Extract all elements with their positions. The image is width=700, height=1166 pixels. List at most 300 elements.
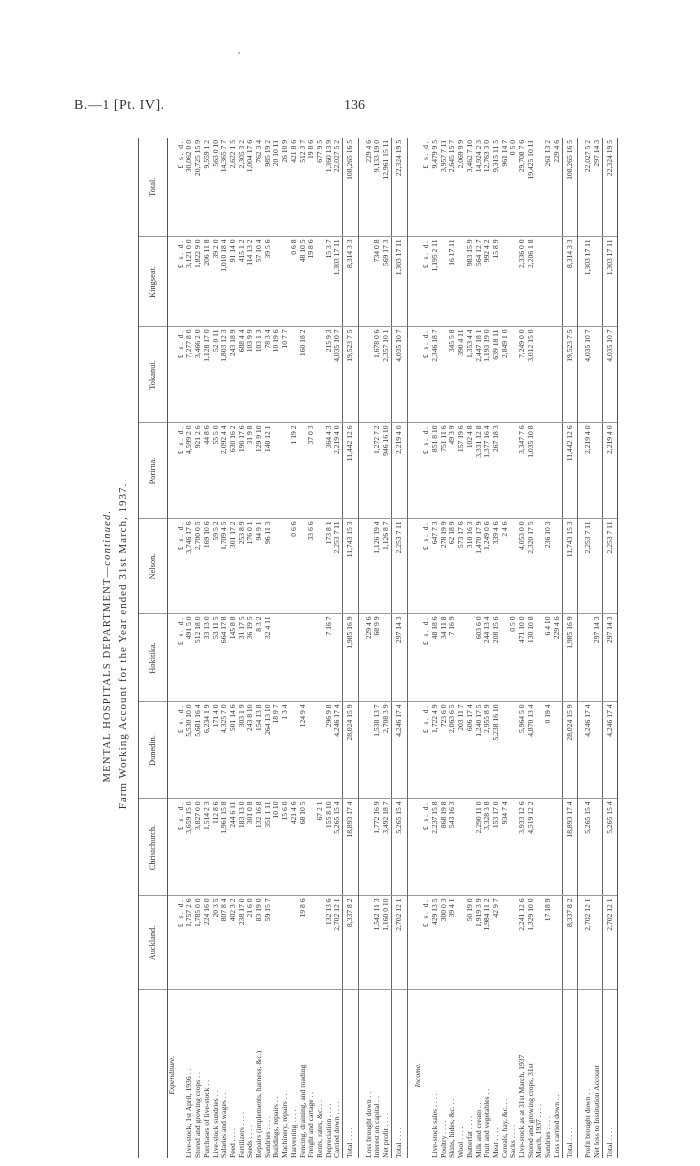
amount-cell: 1,303 17 11 <box>391 237 407 327</box>
expenditure-row <box>333 138 342 1158</box>
amount-cell: 512 3 7 <box>299 138 308 237</box>
income-row <box>457 138 466 1158</box>
currency-units: £ s. d. <box>177 799 186 896</box>
closing-row <box>584 138 593 1158</box>
amount-cell: 345 5 8 <box>448 327 457 423</box>
row-label: Cereals, hay, &c. . . <box>499 1098 509 1158</box>
rotated-table-sheet <box>100 126 660 1166</box>
amount-cell: 22,324 19 5 <box>602 138 618 237</box>
amount-cell <box>553 896 562 990</box>
income-row <box>527 138 536 1158</box>
expenditure-row <box>246 138 255 1158</box>
amount-cell: 9,559 1 2 <box>203 138 212 237</box>
amount-cell: 67 2 1 <box>316 799 325 896</box>
amount-cell: 4,053 0 0 <box>518 519 527 614</box>
amount-cell: 961 14 7 <box>501 138 510 237</box>
amount-cell: 215 9 3 <box>325 327 334 423</box>
amount-cell: 2,092 4 4 <box>220 423 229 519</box>
profit_loss-row <box>382 138 391 1158</box>
amount-cell: 1,240 17 5 <box>475 702 484 799</box>
amount-cell: 429 13 5 <box>431 896 440 990</box>
amount-cell: 5,238 16 10 <box>492 702 501 799</box>
amount-cell: 1,272 7 2 <box>373 423 382 519</box>
amount-cell <box>544 799 553 896</box>
amount-cell: 3,121 0 0 <box>185 237 194 327</box>
amount-cell: 244 6 11 <box>229 799 238 896</box>
amount-cell: 29,708 7 6 <box>518 138 527 237</box>
amount-cell: 921 2 6 <box>194 423 203 519</box>
amount-cell: 132 16 8 <box>255 799 264 896</box>
amount-cell: 0 6 6 <box>290 519 299 614</box>
amount-cell: 171 4 0 <box>212 702 221 799</box>
amount-cell: 103 9 9 <box>246 327 255 423</box>
expenditure-row <box>264 138 273 1158</box>
amount-cell: 31 9 8 <box>246 423 255 519</box>
amount-cell: 5,530 10 0 <box>185 702 194 799</box>
currency-units: £ s. d. <box>177 327 186 423</box>
section-heading: Expenditure. <box>167 1055 176 1095</box>
income-row <box>553 138 562 1158</box>
amount-cell: 3,347 7 6 <box>518 423 527 519</box>
amount-cell: 108,265 16 5 <box>343 138 359 237</box>
amount-cell: 0 6 8 <box>290 237 299 327</box>
row-label: Fencing, draining, and roading <box>297 1064 307 1158</box>
amount-cell <box>307 327 316 423</box>
row-label: Interest on capital . . <box>372 1096 382 1158</box>
amount-cell: 4,035 10 7 <box>602 327 618 423</box>
amount-cell: 267 18 3 <box>492 423 501 519</box>
row-label: Depreciation . . . . <box>323 1103 333 1158</box>
page-number: 136 <box>344 98 365 113</box>
amount-cell: 1,329 10 0 <box>527 896 536 990</box>
department-title: MENTAL HOSPITALS DEPARTMENT—continued. <box>102 509 113 783</box>
amount-cell: 22,324 19 5 <box>391 138 407 237</box>
amount-cell: 4,246 17 4 <box>391 702 407 799</box>
amount-cell: 20,725 15 9 <box>194 138 203 237</box>
amount-cell: 59 15 7 <box>264 896 273 990</box>
amount-cell: 1,360 13 9 <box>325 138 334 237</box>
amount-cell <box>544 237 553 327</box>
amount-cell: 688 4 4 <box>238 327 247 423</box>
amount-cell <box>544 327 553 423</box>
row-label: Freight and cartage . . <box>306 1091 316 1158</box>
amount-cell: 229 4 6 <box>553 614 562 702</box>
amount-cell <box>553 799 562 896</box>
amount-cell: 0 19 4 <box>544 702 553 799</box>
amount-cell <box>281 614 290 702</box>
header-nelson: Nelson. <box>139 519 168 614</box>
amount-cell: 103 1 3 <box>255 327 264 423</box>
amount-cell: 2,357 10 1 <box>382 327 391 423</box>
amount-cell: 2,447 18 1 <box>475 327 484 423</box>
amount-cell: 1,035 10 8 <box>527 423 536 519</box>
amount-cell: 985 19 2 <box>264 138 273 237</box>
amount-cell: 22,027 5 2 <box>584 138 593 237</box>
amount-cell: 26 10 9 <box>281 138 290 237</box>
amount-cell: 5,265 15 4 <box>584 799 593 896</box>
row-label: Wool . . . . <box>456 1126 466 1158</box>
amount-cell: 96 11 3 <box>264 519 273 614</box>
amount-cell <box>307 896 316 990</box>
amount-cell: 2,253 7 11 <box>391 519 407 614</box>
currency-units: £ s. d. <box>177 896 186 990</box>
amount-cell: 68 9 9 <box>373 614 382 702</box>
amount-cell: 2,645 15 7 <box>448 138 457 237</box>
amount-cell <box>593 423 602 519</box>
row-label: Loss carried down . . <box>551 1094 561 1158</box>
amount-cell: 297 14 3 <box>391 614 407 702</box>
amount-cell: 297 14 3 <box>593 614 602 702</box>
amount-cell: 4,035 10 7 <box>333 327 342 423</box>
amount-cell: 129 9 10 <box>255 423 264 519</box>
amount-cell: 723 6 0 <box>440 702 449 799</box>
currency-units: £ s. d. <box>422 519 431 614</box>
amount-cell: 677 9 5 <box>316 138 325 237</box>
amount-cell: 3,328 3 8 <box>483 799 492 896</box>
amount-cell: 190 17 6 <box>238 423 247 519</box>
amount-cell <box>457 614 466 702</box>
amount-cell: 10 19 6 <box>272 327 281 423</box>
row-label: Feed . . . . <box>227 1128 237 1158</box>
amount-cell: 1,004 17 6 <box>246 138 255 237</box>
amount-cell: 2,622 1 5 <box>229 138 238 237</box>
amount-cell: 402 3 2 <box>229 896 238 990</box>
row-label: Repairs (implements, harness, &c.) <box>254 1050 264 1158</box>
amount-cell: 8,337 8 2 <box>562 896 578 990</box>
amount-cell: 603 6 0 <box>475 614 484 702</box>
amount-cell: 53 11 5 <box>212 614 221 702</box>
currency-units: £ s. d. <box>177 702 186 799</box>
table-title: Farm Working Account for the Year ended 31st March, 1937. <box>117 482 129 810</box>
amount-cell: 19,425 10 11 <box>527 138 536 237</box>
amount-cell: 4,035 10 7 <box>391 327 407 423</box>
amount-cell: 301 17 2 <box>229 519 238 614</box>
row-label: Milk and cream . . <box>473 1102 483 1158</box>
amount-cell: 2,069 9 9 <box>457 138 466 237</box>
amount-cell: 2,702 12 1 <box>391 896 407 990</box>
row-label: Sacks . . . . <box>508 1125 518 1158</box>
header-tokanui: Tokanui. <box>139 327 168 423</box>
row-label: Stored and growing crops, 31st <box>525 1063 535 1158</box>
row-label: Seeds . . . . <box>245 1125 255 1158</box>
amount-cell: 39 5 6 <box>264 237 273 327</box>
row-label: Net profit . . . . <box>381 1113 391 1158</box>
amount-cell <box>290 614 299 702</box>
amount-cell: 17 18 9 <box>544 896 553 990</box>
row-label: Buildings, repairs . . <box>271 1096 281 1158</box>
amount-cell: 2,849 1 0 <box>501 327 510 423</box>
amount-cell: 1,303 17 11 <box>602 237 618 327</box>
currency-units: £ s. d. <box>422 237 431 327</box>
amount-cell: 9,315 11 5 <box>492 138 501 237</box>
amount-cell: 160 18 2 <box>299 327 308 423</box>
amount-cell: 2 4 6 <box>501 519 510 614</box>
amount-cell: 491 5 0 <box>185 614 194 702</box>
row-label: Loss brought down . . <box>363 1091 373 1158</box>
column-header-row <box>139 138 168 1158</box>
amount-cell <box>299 614 308 702</box>
amount-cell: 6,234 1 9 <box>203 702 212 799</box>
amount-cell: 983 15 9 <box>466 237 475 327</box>
amount-cell: 176 0 1 <box>246 519 255 614</box>
amount-cell: 145 8 8 <box>229 614 238 702</box>
amount-cell: 49 3 9 <box>448 423 457 519</box>
amount-cell: 3,827 0 0 <box>194 799 203 896</box>
row-label: Meat . . . . <box>490 1127 500 1158</box>
expenditure-row <box>238 138 247 1158</box>
currency-units: £ s. d. <box>177 138 186 237</box>
amount-cell: 3,746 17 6 <box>185 519 194 614</box>
amount-cell: 18 9 7 <box>272 702 281 799</box>
expenditure-row <box>299 138 308 1158</box>
amount-cell: 5,265 15 4 <box>602 799 618 896</box>
amount-cell: 48 18 6 <box>431 614 440 702</box>
currency-units: £ s. d. <box>177 237 186 327</box>
amount-cell: 3,957 7 11 <box>440 138 449 237</box>
row-label: Salaries and wages . . <box>219 1092 229 1158</box>
currency-units: £ s. d. <box>422 327 431 423</box>
amount-cell: 1,542 11 3 <box>373 896 382 990</box>
amount-cell: 569 17 3 <box>382 237 391 327</box>
amount-cell <box>272 614 281 702</box>
amount-cell: 15 3 7 <box>325 237 334 327</box>
amount-cell: 3,462 7 10 <box>466 138 475 237</box>
income-row <box>483 138 492 1158</box>
amount-cell: 807 8 4 <box>220 896 229 990</box>
amount-cell: 173 8 1 <box>325 519 334 614</box>
amount-cell: 3,933 12 6 <box>518 799 527 896</box>
amount-cell: 3,466 2 0 <box>194 327 203 423</box>
amount-cell: 19 8 6 <box>299 896 308 990</box>
amount-cell: 157 19 6 <box>457 423 466 519</box>
amount-cell: 543 16 3 <box>448 799 457 896</box>
header-hokitika: Hokitika. <box>139 614 168 702</box>
amount-cell <box>553 702 562 799</box>
amount-cell: 18,893 17 4 <box>343 799 359 896</box>
amount-cell: 1,193 19 0 <box>483 327 492 423</box>
amount-cell: 1,985 16 9 <box>343 614 359 702</box>
row-label: Total . . . . <box>562 990 578 1158</box>
amount-cell: 203 11 7 <box>457 702 466 799</box>
row-label: Carried down . . . . <box>332 1101 342 1158</box>
amount-cell: 21 6 0 <box>246 896 255 990</box>
amount-cell: 762 3 4 <box>255 138 264 237</box>
row-label: Total . . . . <box>602 990 618 1158</box>
income-row <box>509 138 518 1158</box>
amount-cell: 11,743 15 3 <box>562 519 578 614</box>
amount-cell <box>553 423 562 519</box>
amount-cell: 33 6 6 <box>307 519 316 614</box>
expenditure-row <box>229 138 238 1158</box>
header-total: Total. <box>139 138 168 237</box>
row-label: Harvesting . . . . <box>288 1109 298 1158</box>
amount-cell <box>501 423 510 519</box>
amount-cell: 2,702 12 1 <box>584 896 593 990</box>
section-heading: Income. <box>412 1063 422 1088</box>
amount-cell <box>593 799 602 896</box>
amount-cell: 244 13 4 <box>483 614 492 702</box>
amount-cell: 2,237 15 8 <box>431 799 440 896</box>
header-dunedin: Dunedin. <box>139 702 168 799</box>
amount-cell: 1,470 17 9 <box>475 519 484 614</box>
currency-units: £ s. d. <box>177 423 186 519</box>
amount-cell <box>535 237 544 327</box>
amount-cell: 8 3 2 <box>255 614 264 702</box>
amount-cell <box>272 423 281 519</box>
income-row <box>431 138 440 1158</box>
amount-cell: 5,964 5 0 <box>518 702 527 799</box>
amount-cell <box>272 237 281 327</box>
amount-cell: 3,492 18 7 <box>382 799 391 896</box>
amount-cell <box>593 327 602 423</box>
amount-cell: 1,128 17 0 <box>203 327 212 423</box>
income-row <box>544 138 553 1158</box>
row-label: Live-stock sales . . . . <box>429 1093 439 1158</box>
income-row <box>475 138 484 1158</box>
closing-row <box>593 138 602 1158</box>
expenditure-row <box>220 138 229 1158</box>
amount-cell: 1,126 8 7 <box>382 519 391 614</box>
amount-cell: 1,985 16 9 <box>562 614 578 702</box>
currency-units: £ s. d. <box>422 423 431 519</box>
income-row <box>448 138 457 1158</box>
profit_loss-row <box>373 138 382 1158</box>
row-label: Rents, rates, &c. . . <box>314 1100 324 1158</box>
amount-cell: 421 4 6 <box>290 799 299 896</box>
amount-cell: 2,336 0 0 <box>518 237 527 327</box>
amount-cell: 851 8 10 <box>431 423 440 519</box>
header-kingseat: Kingseat. <box>139 237 168 327</box>
amount-cell: 2,708 3 9 <box>382 702 391 799</box>
amount-cell: 124 9 4 <box>299 702 308 799</box>
income-row <box>518 138 527 1158</box>
amount-cell <box>307 614 316 702</box>
amount-cell: 1,961 15 8 <box>220 799 229 896</box>
row-label: Net loss to Institution Account <box>591 1065 601 1158</box>
amount-cell: 229 4 6 <box>365 614 374 702</box>
amount-cell: 664 17 8 <box>220 614 229 702</box>
amount-cell: 243 18 9 <box>229 327 238 423</box>
amount-cell: 10 10 <box>272 799 281 896</box>
amount-cell: 39 2 0 <box>212 237 221 327</box>
amount-cell <box>307 702 316 799</box>
amount-cell: 1 3 4 <box>281 702 290 799</box>
row-label: Machinery, repairs . . <box>280 1093 290 1158</box>
currency-units: £ s. d. <box>422 614 431 702</box>
amount-cell <box>593 519 602 614</box>
amount-cell: 1 19 2 <box>290 423 299 519</box>
amount-cell: 1,984 11 2 <box>483 896 492 990</box>
amount-cell: 339 4 6 <box>492 519 501 614</box>
amount-cell <box>553 327 562 423</box>
amount-cell: 4,519 12 2 <box>527 799 536 896</box>
amount-cell: 630 16 2 <box>229 423 238 519</box>
row-label: Stored and growing crops . . <box>193 1072 203 1158</box>
amount-cell: 28,024 15 9 <box>343 702 359 799</box>
income-row <box>440 138 449 1158</box>
amount-cell <box>333 614 342 702</box>
row-label: Live-stock sundries . . <box>210 1090 220 1158</box>
amount-cell: 59 5 2 <box>212 519 221 614</box>
amount-cell: 390 4 11 <box>457 327 466 423</box>
expenditure-row <box>212 138 221 1158</box>
amount-cell: 7 16 7 <box>325 614 334 702</box>
closing-total-row <box>602 138 618 1158</box>
amount-cell <box>535 799 544 896</box>
amount-cell: 44 8 6 <box>203 423 212 519</box>
amount-cell: 108,265 16 5 <box>562 138 578 237</box>
amount-cell <box>535 327 544 423</box>
amount-cell: 12,961 15 11 <box>382 138 391 237</box>
amount-cell: 11,743 15 3 <box>343 519 359 614</box>
scan-mark <box>238 52 240 54</box>
amount-cell: 2,290 11 0 <box>475 799 484 896</box>
amount-cell: 7,249 0 0 <box>518 327 527 423</box>
amount-cell: 1,538 13 7 <box>373 702 382 799</box>
amount-cell: 2,305 3 2 <box>238 138 247 237</box>
amount-cell: 1,678 0 6 <box>373 327 382 423</box>
expenditure-row <box>316 138 325 1158</box>
amount-cell <box>593 702 602 799</box>
amount-cell: 37 0 3 <box>307 423 316 519</box>
row-label: Butterfat . . . . <box>464 1115 474 1158</box>
row-label: Total . . . . <box>391 990 407 1158</box>
amount-cell: 229 4 6 <box>365 138 374 237</box>
amount-cell: 19 8 6 <box>307 138 316 237</box>
amount-cell: 992 4 2 <box>483 237 492 327</box>
amount-cell: 154 13 8 <box>255 702 264 799</box>
amount-cell: 50 19 0 <box>466 896 475 990</box>
header-label-column <box>139 990 168 1158</box>
amount-cell: 130 10 8 <box>527 614 536 702</box>
amount-cell: 33 13 0 <box>203 614 212 702</box>
amount-cell: 1,722 4 9 <box>431 702 440 799</box>
amount-cell: 1,303 17 11 <box>333 237 342 327</box>
amount-cell: 7,277 8 0 <box>185 327 194 423</box>
amount-cell: 946 16 10 <box>382 423 391 519</box>
amount-cell: 253 8 9 <box>238 519 247 614</box>
amount-cell: 2,219 4 0 <box>391 423 407 519</box>
amount-cell: 1,757 2 6 <box>185 896 194 990</box>
amount-cell <box>501 896 510 990</box>
expenditure-row <box>281 138 290 1158</box>
amount-cell: 114 13 2 <box>246 237 255 327</box>
amount-cell: 296 9 8 <box>325 702 334 799</box>
amount-cell: 303 1 9 <box>238 702 247 799</box>
amount-cell: 153 17 0 <box>492 799 501 896</box>
expenditure-row <box>272 138 281 1158</box>
amount-cell: 573 17 6 <box>457 519 466 614</box>
amount-cell <box>272 519 281 614</box>
amount-cell: 42 9 7 <box>492 896 501 990</box>
amount-cell: 2,702 12 1 <box>602 896 618 990</box>
amount-cell: 300 0 3 <box>440 896 449 990</box>
amount-cell: 3,331 12 8 <box>475 423 484 519</box>
row-label: Profit brought down . . <box>583 1088 593 1158</box>
amount-cell: 140 12 1 <box>264 423 273 519</box>
row-label: Purchases of live-stock . . <box>201 1079 211 1158</box>
expenditure-row <box>307 138 316 1158</box>
amount-cell <box>593 237 602 327</box>
amount-cell: 102 4 8 <box>466 423 475 519</box>
amount-cell: 5,265 15 4 <box>333 799 342 896</box>
amount-cell: 7 16 9 <box>448 614 457 702</box>
amount-cell: 1,353 4 4 <box>466 327 475 423</box>
amount-cell: 243 8 10 <box>246 702 255 799</box>
amount-cell: 2,253 7 11 <box>602 519 618 614</box>
amount-cell: 501 14 6 <box>229 702 238 799</box>
amount-cell: 8,337 8 2 <box>343 896 359 990</box>
